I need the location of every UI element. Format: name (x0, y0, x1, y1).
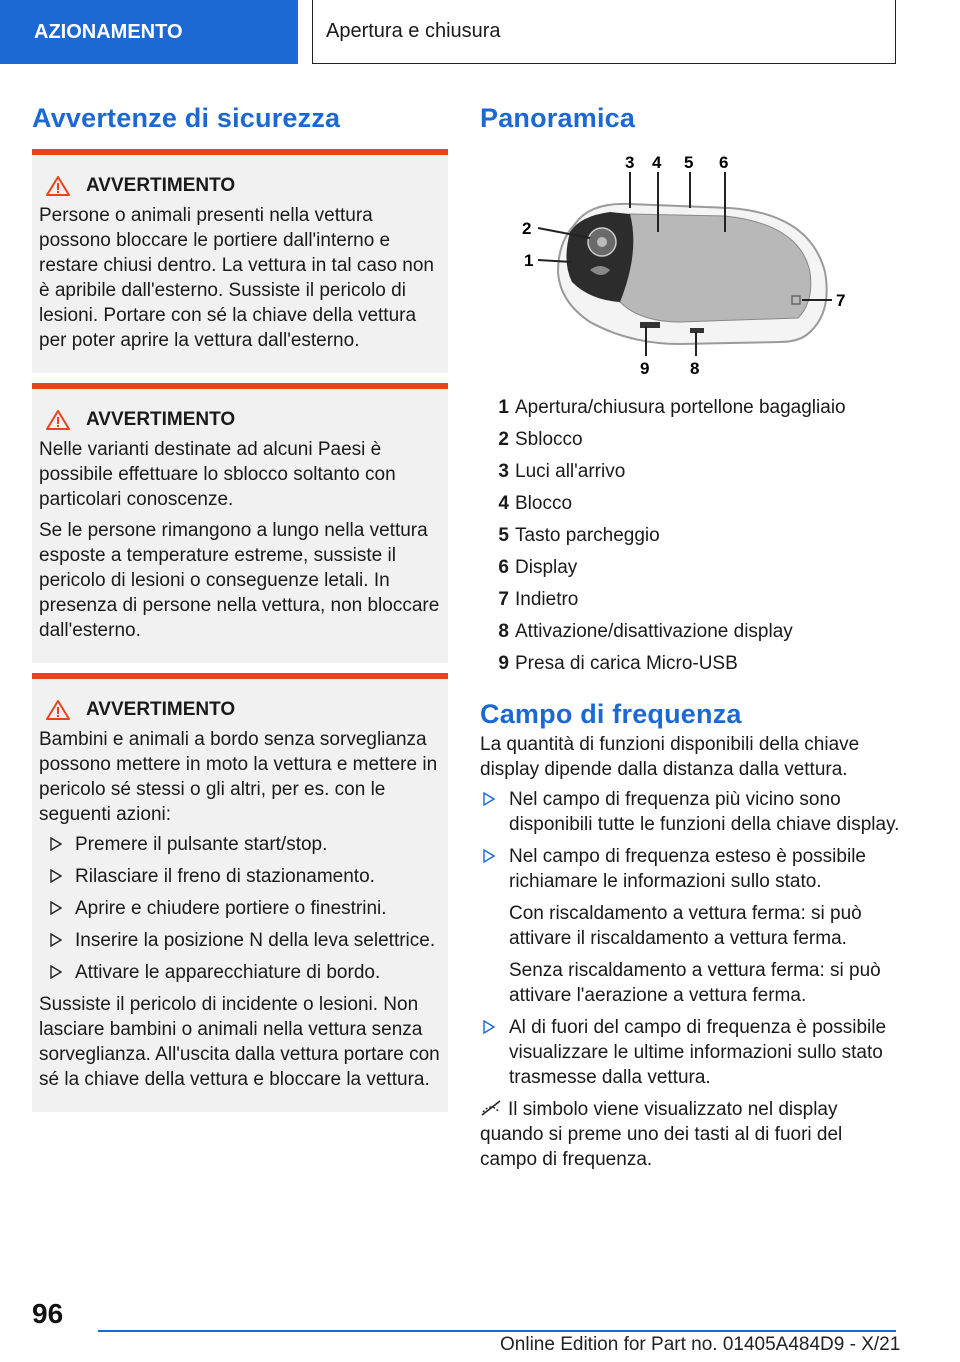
list-item: Aprire e chiudere portiere o finestrini. (39, 896, 442, 921)
legend-item: 8 Attivazione/disattivazione display (498, 621, 793, 642)
triangle-bullet-icon (482, 848, 496, 864)
overview-heading: Panoramica (480, 103, 636, 133)
triangle-bullet-icon (49, 964, 63, 980)
list-item: Attivare le apparecchiature di bordo. (39, 960, 442, 985)
warning-box-2 (32, 383, 448, 663)
chapter-tab (0, 0, 298, 64)
safety-heading: Avvertenze di sicurezza (32, 103, 341, 133)
figure-legend (480, 392, 900, 680)
warning-title: AVVERTIMENTO (86, 409, 236, 430)
warning-header (45, 173, 442, 199)
warning-box-3 (32, 673, 448, 1112)
list-item: Inserire la posizione N della leva selettrice. (39, 928, 442, 953)
footer-divider (98, 1330, 896, 1332)
chapter-label: AZIONAMENTO (34, 20, 183, 43)
legend-item: 5 Tasto parcheggio (498, 525, 660, 546)
figure-label-9: 9 (640, 359, 650, 378)
legend-item: 1 Apertura/chiusura portellone bagagliaio (498, 397, 846, 418)
warning-triangle-icon (45, 699, 71, 721)
sub-paragraph: Senza riscaldamento a vettura ferma: si può attivare l'aerazione a vettura ferma. (509, 960, 881, 1006)
warning-triangle-icon (45, 175, 71, 197)
triangle-bullet-icon (49, 932, 63, 948)
figure-label-7: 7 (836, 291, 846, 310)
legend-item: 6 Display (498, 557, 578, 578)
list-item: Nel campo di frequenza più vicino sono disponibili tutte le funzioni della chiave display. (480, 787, 900, 837)
right-column (480, 100, 900, 1172)
range-heading: Campo di frequenza (480, 699, 742, 729)
action-list (39, 832, 442, 985)
page-number: 96 (32, 1298, 64, 1329)
no-signal-icon (480, 1099, 502, 1117)
range-list (480, 787, 900, 1090)
section-title: Apertura e chiusura (326, 20, 501, 42)
warning-header (45, 697, 442, 723)
warning-text: Se le persone rimangono a lungo nella vettura esposte a temperature estreme, sussiste il pericolo di lesioni o conseguenze letali. In presenza di persone nella vettura, non bloccare dall'esterno. (39, 520, 440, 641)
figure-label-5: 5 (684, 153, 694, 172)
warning-text: Nelle varianti destinate ad alcuni Paesi è possibile effettuare lo sblocco soltanto con particolari conoscenze. (39, 439, 396, 510)
display-key-illustration (480, 152, 900, 382)
triangle-bullet-icon (482, 791, 496, 807)
triangle-bullet-icon (49, 900, 63, 916)
warning-title: AVVERTIMENTO (86, 699, 236, 720)
warning-title: AVVERTIMENTO (86, 175, 236, 196)
list-item: Nel campo di frequenza esteso è possibile richiamare le informazioni sullo stato. Con riscaldamento a vettura ferma: si può attivare il riscaldamento a vettura ferma. Senza riscaldamento a vettura ferma: si può attivare l'aerazione a vettura ferma. (480, 844, 900, 1008)
range-intro: La quantità di funzioni disponibili della chiave display dipende dalla distanza dalla vettura. (480, 734, 860, 780)
warning-intro: Bambini e animali a bordo senza sorveglianza possono mettere in moto la vettura e mettere in pericolo sé stessi o gli altri, per es. con le seguenti azioni: (39, 729, 438, 825)
warning-text: Persone o animali presenti nella vettura possono bloccare le portiere dall'interno e restare chiusi dentro. La vettura in tal caso non è apribile dall'esterno. Sussiste il pericolo di lesioni. Portare con sé la chiave della vettura per poter aprire la vettura dall'esterno. (39, 205, 435, 351)
list-item: Premere il pulsante start/stop. (39, 832, 442, 857)
figure-label-1: 1 (524, 251, 534, 270)
left-column (32, 100, 448, 1112)
warning-outro: Sussiste il pericolo di incidente o lesioni. Non lasciare bambini o animali nella vettura senza sorveglianza. All'uscita dalla vettura portare con sé la chiave della vettura e bloccare la vettura. (39, 994, 440, 1090)
triangle-bullet-icon (482, 1019, 496, 1035)
warning-triangle-icon (45, 409, 71, 431)
warning-box-1 (32, 149, 448, 373)
figure-label-3: 3 (625, 153, 635, 172)
figure-label-6: 6 (719, 153, 729, 172)
section-title-box (312, 0, 896, 64)
symbol-note: Il simbolo viene visualizzato nel display quando si preme uno dei tasti al di fuori del campo di frequenza. (480, 1099, 843, 1170)
sub-paragraph: Con riscaldamento a vettura ferma: si può attivare il riscaldamento a vettura ferma. (509, 903, 862, 949)
triangle-bullet-icon (49, 868, 63, 884)
legend-item: 3 Luci all'arrivo (498, 461, 626, 482)
display-key-figure (480, 152, 900, 382)
figure-label-4: 4 (652, 153, 662, 172)
legend-item: 9 Presa di carica Micro-USB (498, 653, 738, 674)
list-item: Rilasciare il freno di stazionamento. (39, 864, 442, 889)
legend-item: 7 Indietro (498, 589, 579, 610)
warning-header (45, 407, 442, 433)
edition-note: Online Edition for Part no. 01405A484D9 - X/21 (500, 1334, 901, 1355)
triangle-bullet-icon (49, 836, 63, 852)
legend-item: 4 Blocco (498, 493, 573, 514)
list-item: Al di fuori del campo di frequenza è possibile visualizzare le ultime informazioni sullo stato trasmesse dalla vettura. (480, 1015, 900, 1090)
legend-item: 2 Sblocco (498, 429, 583, 450)
figure-label-2: 2 (522, 219, 532, 238)
figure-label-8: 8 (690, 359, 700, 378)
